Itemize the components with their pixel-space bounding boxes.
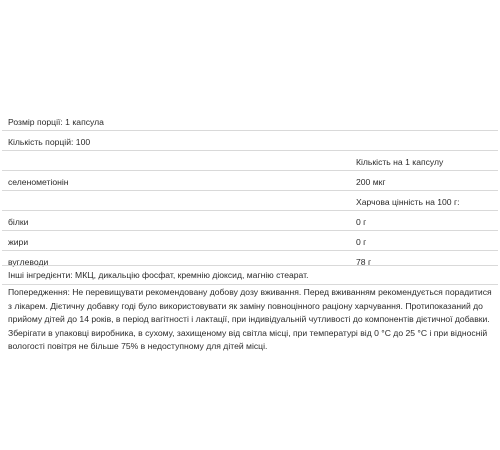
serving-size-text: Розмір порції: 1 капсула xyxy=(8,117,104,127)
servings-count-row xyxy=(2,131,498,151)
per-capsule-header-row xyxy=(2,151,498,171)
nutrient-name: жири xyxy=(8,237,29,247)
ingredient-row xyxy=(2,171,498,191)
ingredient-name: селенометіонін xyxy=(8,177,69,187)
serving-size-row xyxy=(2,111,498,131)
nutrient-amount: 0 г xyxy=(356,217,367,227)
nutrition-header-row xyxy=(2,191,498,211)
servings-count-text: Кількість порцій: 100 xyxy=(8,137,91,147)
nutrition-row-protein xyxy=(2,211,498,231)
nutrient-amount: 78 г xyxy=(356,257,372,267)
supplement-facts-table xyxy=(2,111,498,271)
warning-text: Попередження: Не перевищувати рекомендовану добову дозу вживання. Перед вживанням рекомендується порадитися з лікарем. Дієтичну добавку годі було використовувати як заміну повноцінного раціону харчування. Протипоказаний до прийому дітей до 14 років, в період вагітності і лактації, при індивідуальній чутливості до компонентів дієтичної добавки. Зберігати в упаковці виробника, в сухому, захищеному від світла місці, при температурі від 0 °С до 25 °С і при відносній вологості повітря не більше 75% в недоступному для дітей місці. xyxy=(8,287,492,351)
nutrient-name: білки xyxy=(8,217,29,227)
other-ingredients: Інші інгредієнти: МКЦ, дикальцію фосфат, кремнію діоксид, магнію стеарат. xyxy=(2,265,498,285)
nutrient-amount: 0 г xyxy=(356,237,367,247)
nutrient-name: вуглеводи xyxy=(8,257,49,267)
ingredient-amount: 200 мкг xyxy=(356,177,386,187)
nutrition-row-fat xyxy=(2,231,498,251)
per-capsule-header: Кількість на 1 капсулу xyxy=(356,157,444,167)
nutrition-header: Харчова цінність на 100 г: xyxy=(356,197,460,207)
